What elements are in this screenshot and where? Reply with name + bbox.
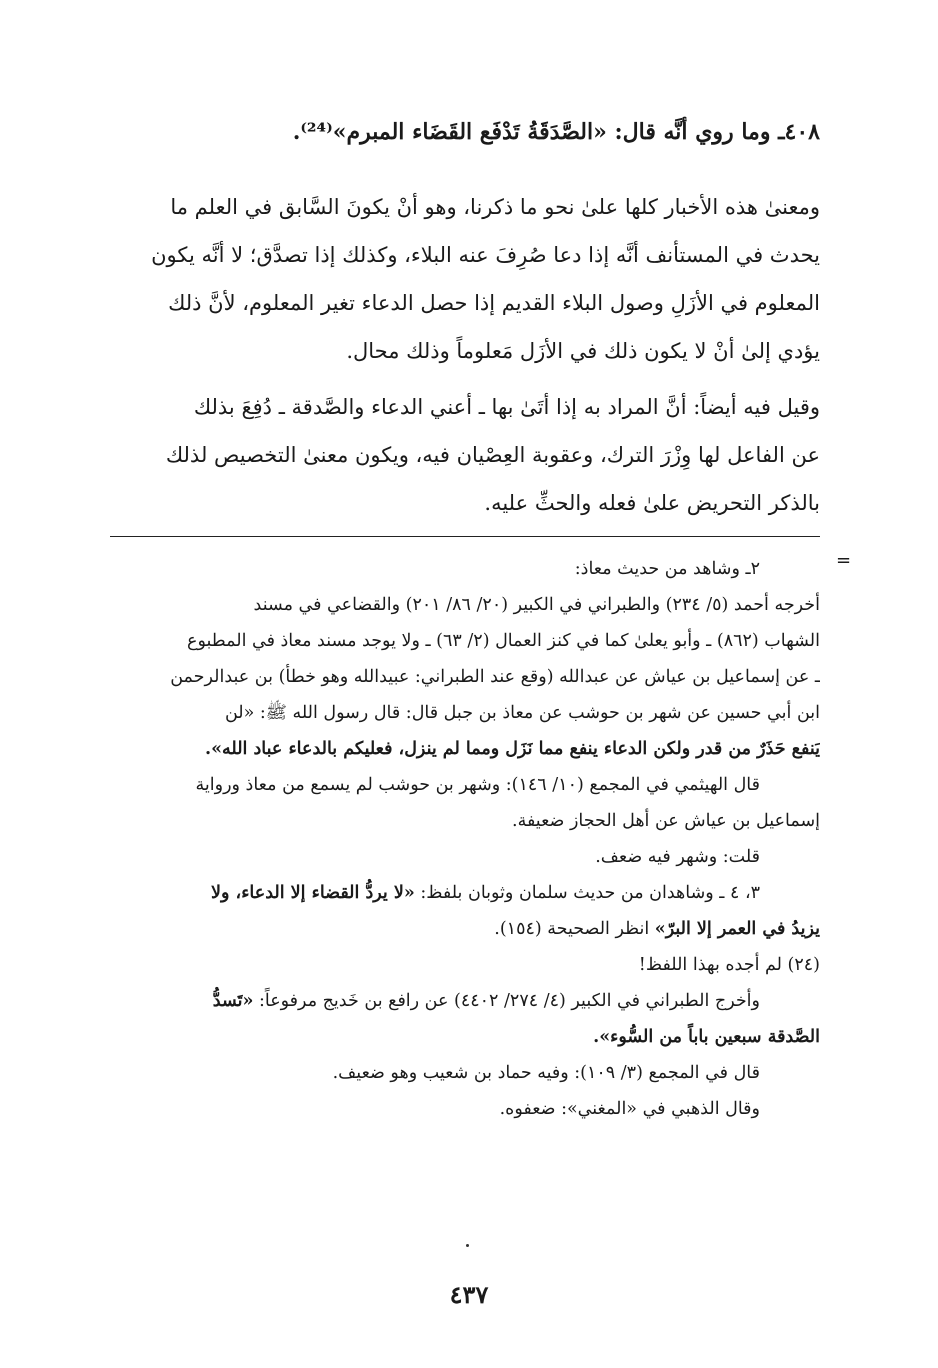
footnote-line: الشهاب (٨٦٢) ـ وأبو يعلىٰ كما في كنز العمال (٢/ ٦٣) ـ ولا يوجد مسند معاذ في المطبوع [187, 631, 820, 651]
decorative-dot [466, 1244, 469, 1247]
footnote-hadith-text: «لا يردُّ القضاء إلا الدعاء، ولا [211, 883, 415, 903]
footnote-line: (٢٤) لم أجده بهذا اللفظ! [638, 955, 820, 975]
text-line: يؤدي إلىٰ أنْ لا يكون ذلك في الأزَل مَعلوماً وذلك محال. [346, 339, 820, 363]
page-number: ٤٣٧ [449, 1280, 489, 1309]
main-paragraph-2 [110, 383, 820, 527]
footnote-line: ـ عن إسماعيل بن عياش عن عبدالله (وقع عند الطبراني: عبيدالله وهو خطأ) بن عبدالرحمن [170, 667, 820, 687]
heading-text: ٤٠٨ـ وما روي أنَّه قال: «الصَّدَقَةُ تَدْفَع القَضَاء المبرم»⁽²⁴⁾. [292, 119, 820, 145]
text-line: ومعنىٰ هذه الأخبار كلها علىٰ نحو ما ذكرنا، وهو أنْ يكونَ السَّابق في العلم ما [170, 195, 820, 219]
text-line: بالذكر التحريض علىٰ فعله والحثِّ عليه. [484, 491, 820, 515]
footnote-line: إسماعيل بن عياش عن أهل الحجاز ضعيفة. [512, 811, 820, 831]
footnote-hadith-text: يزيدُ في العمر إلا البرّ» [654, 919, 820, 939]
footnote-hadith-line: الصَّدقة سبعين باباً من السُّوء». [593, 1027, 820, 1047]
footnote-line: قلت: وشهر فيه ضعف. [595, 847, 760, 867]
continuation-mark: = [836, 550, 852, 571]
footnote-text: انظر الصحيحة (١٥٤). [494, 919, 655, 939]
text-line: عن الفاعل لها وِزْرَ الترك، وعقوبة العِصْيان فيه، ويكون معنىٰ التخصيص لذلك [165, 443, 820, 467]
main-paragraph-1 [110, 183, 820, 375]
section-heading [110, 110, 820, 154]
footnote-line: وقال الذهبي في «المغني»: ضعفوه. [499, 1099, 760, 1119]
footnote-line [110, 875, 820, 911]
footnotes [110, 551, 820, 1127]
footnote-line: أخرجه أحمد (٥/ ٢٣٤) والطبراني في الكبير (٢٠/ ٨٦/ ٢٠١) والقضاعي في مسند [253, 595, 820, 615]
footnote-hadith-line: يَنفع حَذَرٌ من قدر ولكن الدعاء ينفع مما نَزَل ومما لم ينزل، فعليكم بالدعاء عباد الله». [205, 739, 820, 759]
footnote-hadith-text: «تَسدُّ [212, 991, 254, 1011]
footnote-line [110, 983, 820, 1019]
footnote-line: ٢ـ وشاهد من حديث معاذ: [574, 559, 760, 579]
footnote-line: ابن أبي حسين عن شهر بن حوشب عن معاذ بن جبل قال: قال رسول الله ﷺ: «لن [224, 703, 820, 723]
footnote-divider [110, 536, 820, 537]
footnote-line: قال الهيثمي في المجمع (١٠/ ١٤٦): وشهر بن حوشب لم يسمع من معاذ ورواية [195, 775, 760, 795]
text-line: يحدث في المستأنف أنَّه إذا دعا صُرِفَ عنه البلاء، وكذلك إذا تصدَّق؛ لا أنَّه يكون [151, 243, 820, 267]
footnote-text: ٣، ٤ ـ وشاهدان من حديث سلمان وثوبان بلفظ: [414, 883, 760, 903]
footnote-line [110, 911, 820, 947]
footnote-text: وأخرج الطبراني في الكبير (٤/ ٢٧٤/ ٤٤٠٢) عن رافع بن خَديج مرفوعاً: [253, 991, 760, 1011]
text-line: المعلوم في الأزَلِ وصول البلاء القديم إذا حصل الدعاء تغير المعلوم، لأنَّ ذلك [168, 291, 820, 315]
text-line: وقيل فيه أيضاً: أنَّ المراد به إذا أتَىٰ بها ـ أعني الدعاء والصَّدقة ـ دُفِعَ بذلك [193, 395, 820, 419]
footnote-line: قال في المجمع (٣/ ١٠٩): وفيه حماد بن شعيب وهو ضعيف. [332, 1063, 760, 1083]
